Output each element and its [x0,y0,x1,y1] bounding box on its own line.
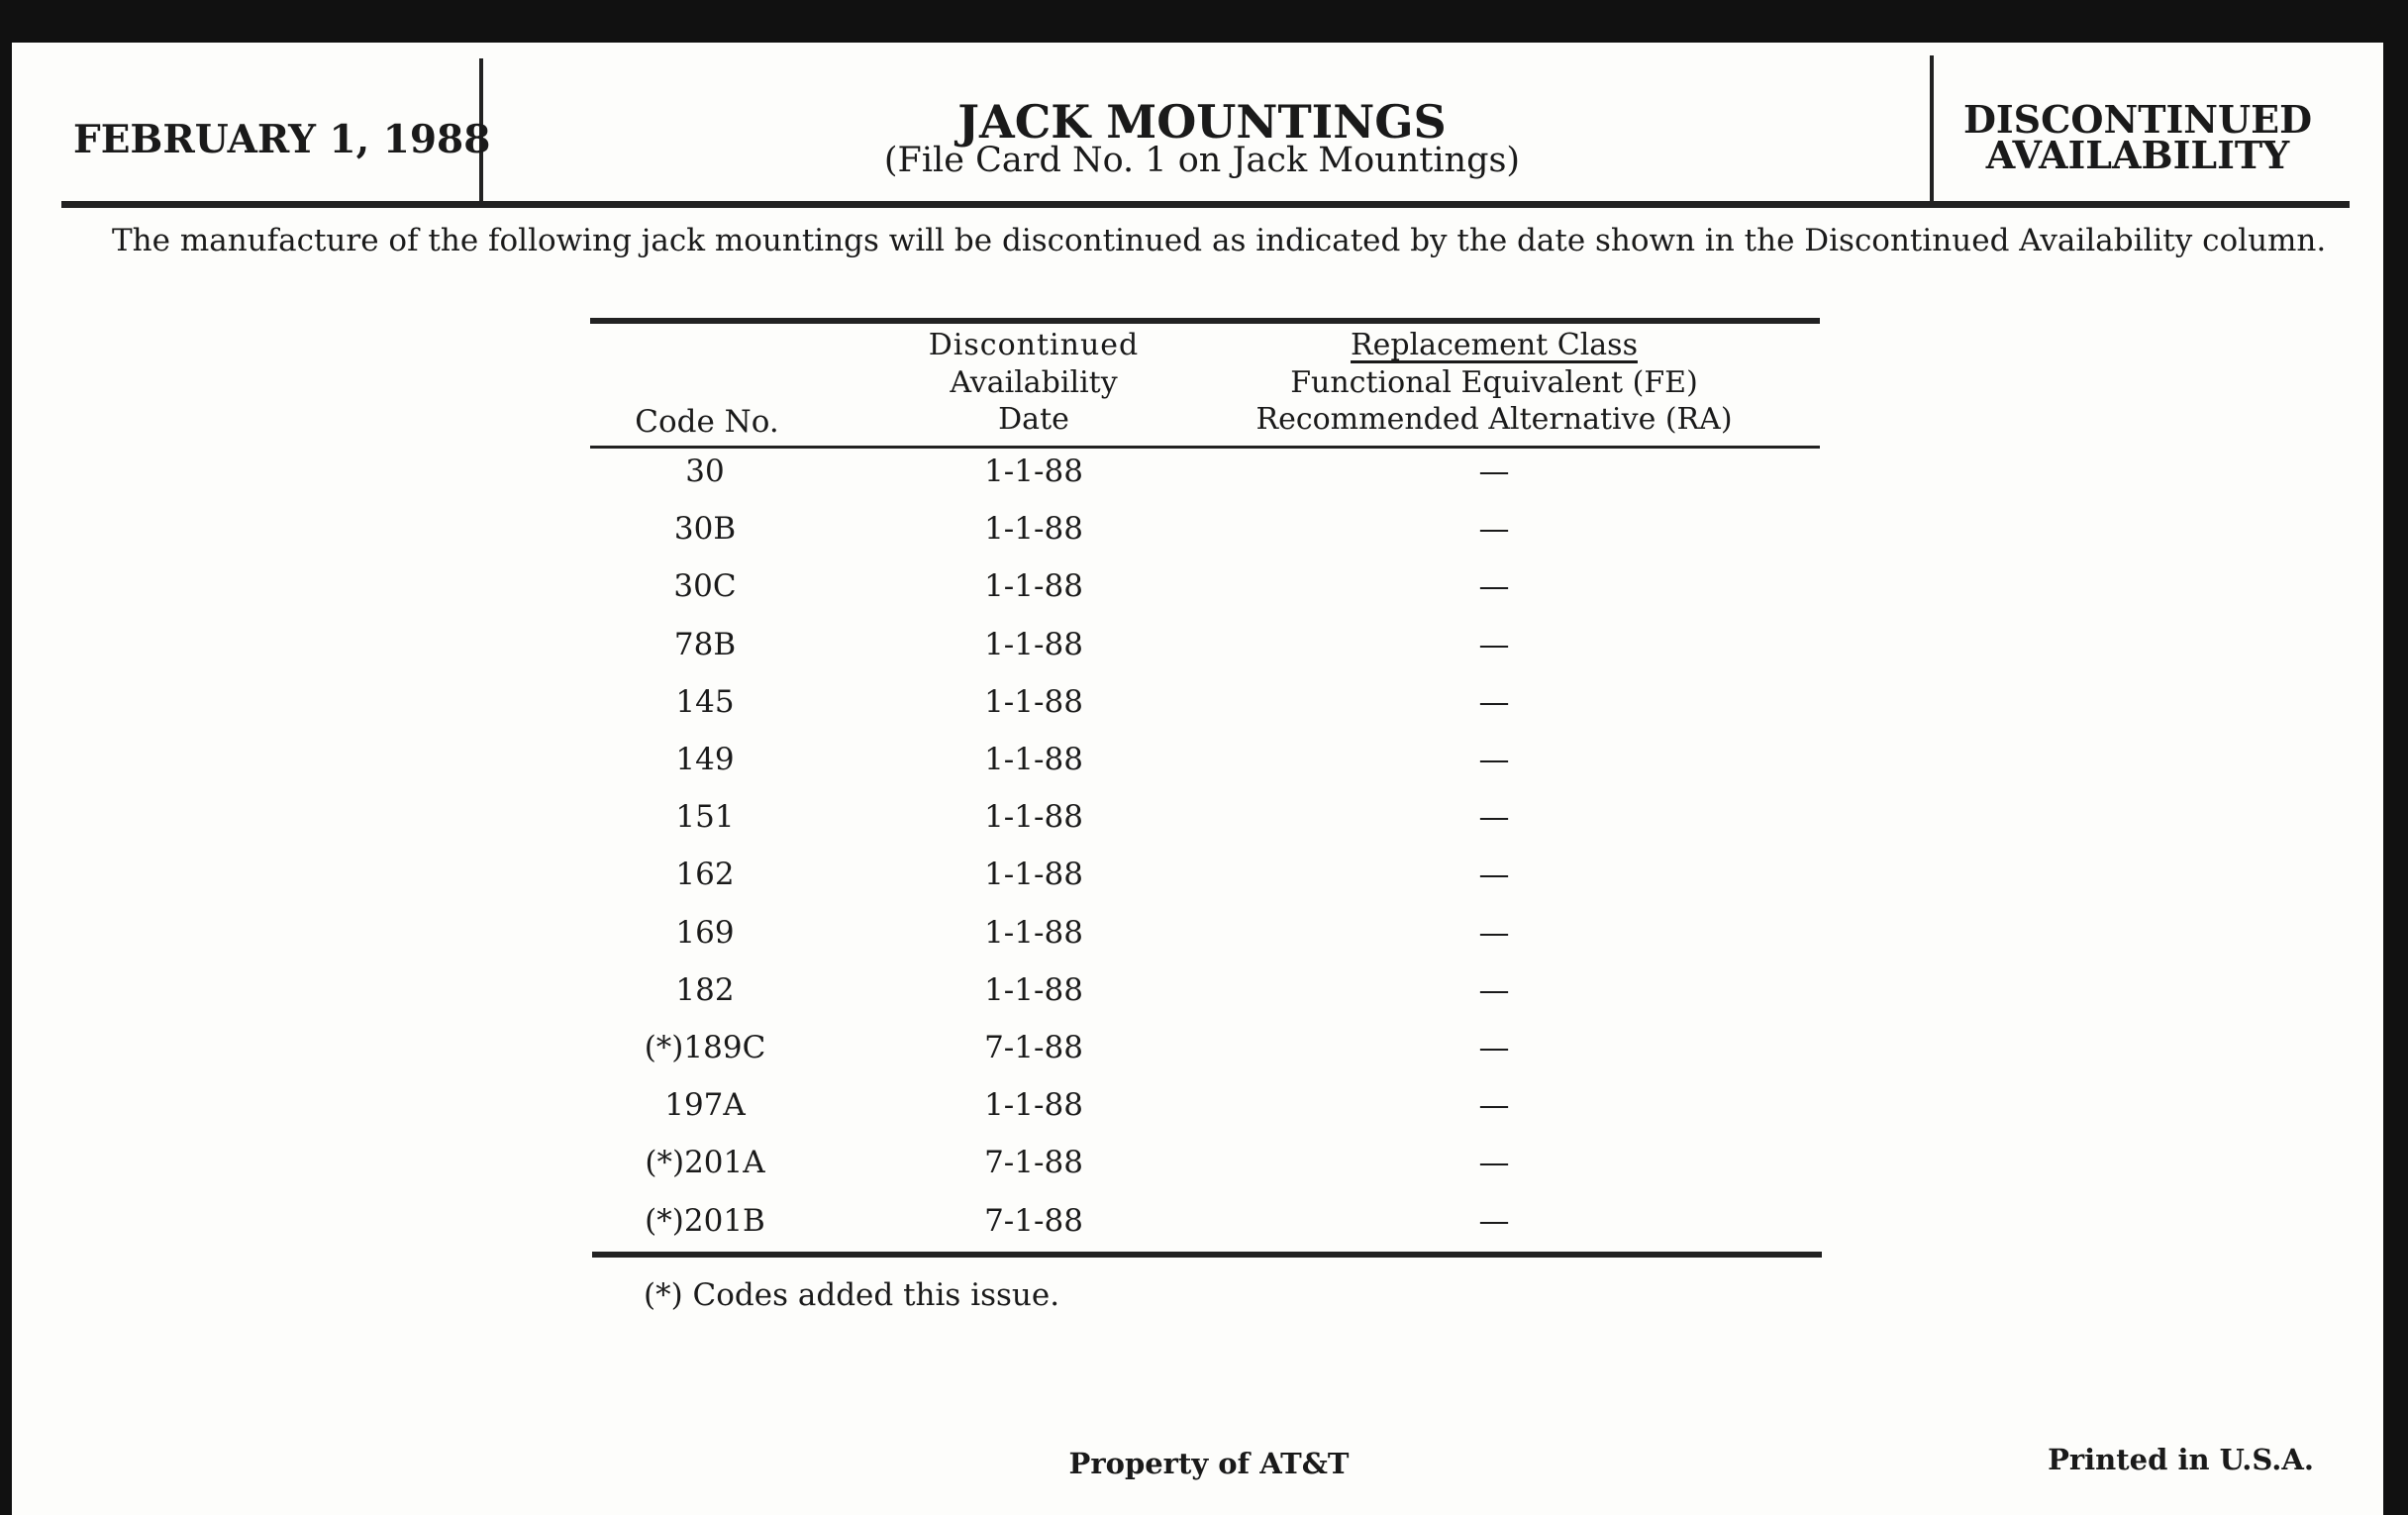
date-cell: 1-1-88 [984,742,1083,777]
date-cell: 1-1-88 [984,626,1083,662]
date-cell: 1-1-88 [984,971,1083,1008]
table-row [0,454,2408,511]
code-cell: 151 [675,799,735,836]
footer-property: Property of AT&T [1068,1447,1350,1480]
table-row [0,857,2408,914]
intro-text: The manufacture of the following jack mountings will be discontinued as indicated by the date shown in the Discontinued Availability column. [112,223,2327,258]
col-header-date-1: Discontinued [928,328,1140,362]
table-row [0,1030,2408,1087]
table-row [0,799,2408,857]
replacement-cell: — [1478,1030,1510,1065]
date-cell: 1-1-88 [984,511,1083,548]
replacement-cell: — [1478,683,1510,720]
status-line-2: AVAILABILITY [1985,133,2290,177]
code-cell: 182 [675,971,735,1008]
code-cell: (*)189C [644,1030,766,1065]
code-cell: 149 [675,742,735,777]
code-cell: (*)201B [645,1202,765,1239]
date-cell: 1-1-88 [984,799,1083,836]
replacement-cell: — [1478,1145,1510,1181]
table-bottom-rule [592,1252,1822,1258]
col-header-replacement-1: Replacement Class [1351,328,1638,362]
table-row [0,1087,2408,1145]
table-row [0,742,2408,799]
date-cell: 1-1-88 [984,914,1083,951]
date-cell: 1-1-88 [984,1087,1083,1124]
table-row [0,1145,2408,1202]
table-top-rule [590,318,1820,324]
replacement-cell: — [1478,857,1510,893]
replacement-cell: — [1478,799,1510,836]
col-header-date-2: Availability [950,365,1118,400]
code-cell: 197A [664,1087,746,1124]
replacement-cell: — [1478,914,1510,951]
table-row [0,568,2408,626]
table-row [0,684,2408,742]
code-cell: 30C [673,568,737,605]
replacement-cell: — [1478,1087,1510,1124]
date-cell: 7-1-88 [984,1030,1083,1065]
code-cell: (*)201A [645,1145,765,1181]
code-cell: 162 [675,857,735,893]
date-cell: 1-1-88 [984,454,1083,489]
col-header-replacement-2: Functional Equivalent (FE) [1290,365,1698,400]
date-cell: 1-1-88 [984,568,1083,605]
table-row [0,511,2408,568]
table-row [0,915,2408,972]
table-row [0,627,2408,684]
date-cell: 7-1-88 [984,1202,1083,1239]
page-subtitle: (File Card No. 1 on Jack Mountings) [883,141,1521,180]
code-cell: 145 [675,683,735,720]
replacement-cell: — [1478,1202,1510,1239]
code-cell: 30 [685,454,725,489]
replacement-cell: — [1478,454,1510,489]
replacement-cell: — [1478,626,1510,662]
date-cell: 1-1-88 [984,857,1083,893]
code-cell: 78B [673,626,737,662]
date-cell: 7-1-88 [984,1145,1083,1181]
table-header-rule [590,446,1820,449]
page-title: JACK MOUNTINGS [957,95,1447,149]
code-cell: 30B [673,511,737,548]
replacement-cell: — [1478,971,1510,1008]
header-divider-right [1930,55,1934,207]
table-row [0,972,2408,1030]
footer-printed: Printed in U.S.A. [2048,1443,2314,1476]
col-header-code: Code No. [635,404,779,440]
header-rule [61,201,2350,208]
footnote: (*) Codes added this issue. [644,1277,1060,1313]
issue-date: FEBRUARY 1, 1988 [73,117,491,162]
replacement-cell: — [1478,511,1510,548]
col-header-replacement-3: Recommended Alternative (RA) [1255,402,1733,437]
replacement-cell: — [1478,742,1510,777]
status-line-1: DISCONTINUED [1962,97,2313,142]
replacement-cell: — [1478,568,1510,605]
code-cell: 169 [675,914,735,951]
col-header-date-3: Date [998,402,1069,437]
date-cell: 1-1-88 [984,683,1083,720]
